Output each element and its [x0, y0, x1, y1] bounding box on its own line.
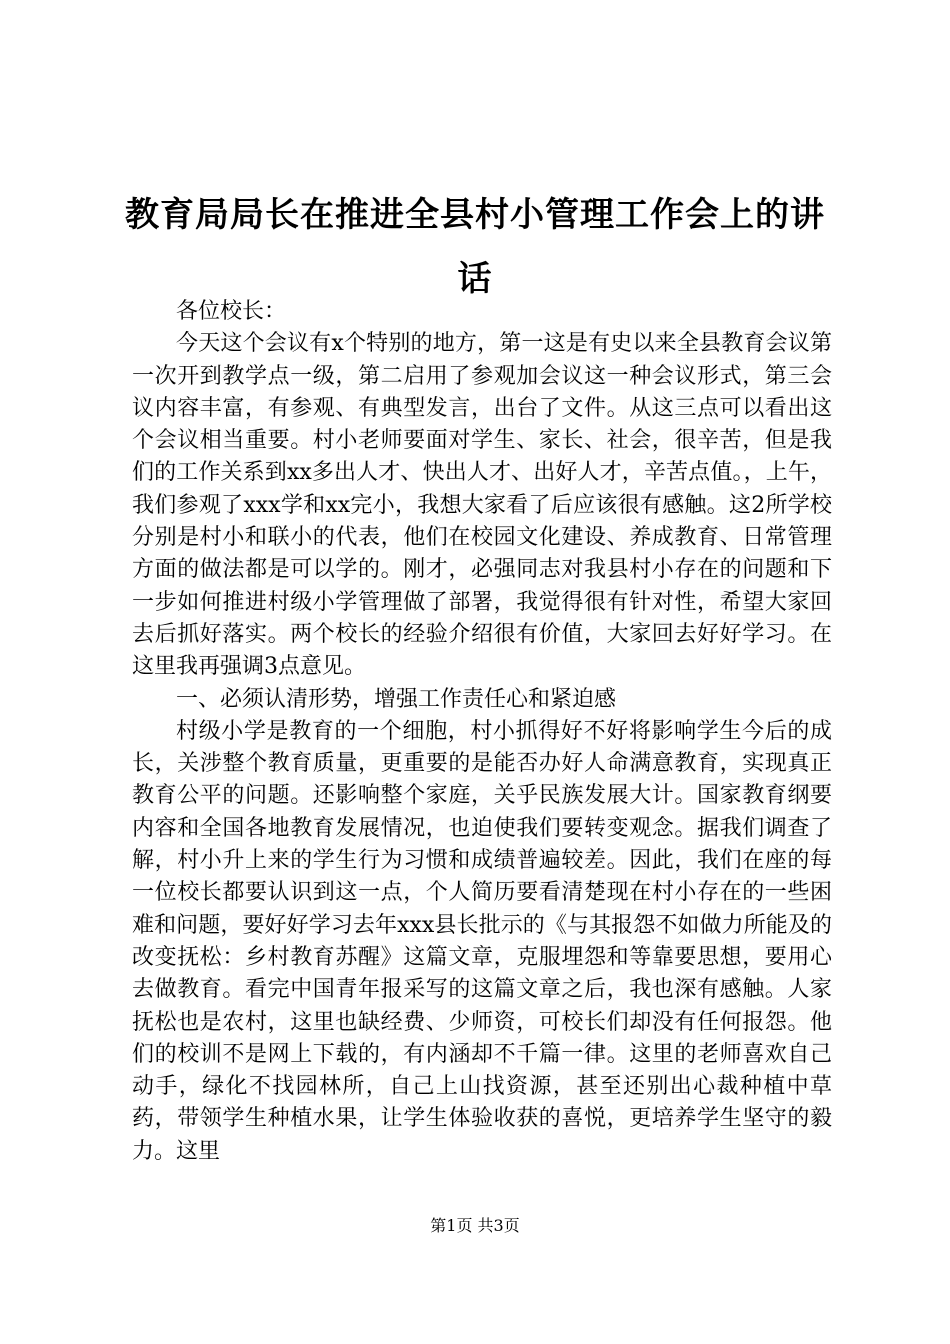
body-paragraph: 今天这个会议有x个特别的地方，第一这是有史以来全县教育会议第一次开到教学点一级，第二启用了参观加会议这一种会议形式，第三会议内容丰富，有参观、有典型发言，出台了文件。从这三点可以看出这个会议相当重要。村小老师要面对学生、家长、社会，很辛苦，但是我们的工作关系到xx多出人才、快出人才、出好人才，辛苦点值。，上午，我们参观了xxx学和xx完小，我想大家看了后应该很有感触。这2所学校分别是村小和联小的代表，他们在校园文化建设、养成教育、日常管理方面的做法都是可以学的。刚才，必强同志对我县村小存在的问题和下一步如何推进村级小学管理做了部署，我觉得很有针对性，希望大家回去后抓好落实。两个校长的经验介绍很有价值，大家回去好好学习。在这里我再强调3点意见。 [132, 331, 832, 680]
document-body [132, 296, 832, 1168]
body-paragraph: 村级小学是教育的一个细胞，村小抓得好不好将影响学生今后的成长，关涉整个教育质量，更重要的是能否办好人命满意教育，实现真正教育公平的问题。还影响整个家庭，关乎民族发展大计。国家教育纲要内容和全国各地教育发展情况，也迫使我们要转变观念。据我们调查了解，村小升上来的学生行为习惯和成绩普遍较差。因此，我们在座的每一位校长都要认识到这一点，个人简历要看清楚现在村小存在的一些困难和问题，要好好学习去年xxx县长批示的《与其报怨不如做力所能及的改变抚松：乡村教育苏醒》这篇文章，克服埋怨和等靠要思想，要用心去做教育。看完中国青年报采写的这篇文章之后，我也深有感触。人家抚松也是农村，这里也缺经费、少师资，可校长们却没有任何报怨。他们的校训不是网上下载的，有内涵却不千篇一律。这里的老师喜欢自己动手，绿化不找园林所，自己上山找资源，甚至还别出心裁种植中草药，带领学生种植水果，让学生体验收获的喜悦，更培养学生坚守的毅力。这里 [132, 718, 832, 1164]
title-line-1: 教育局局长在推进全县村小管理工作会上的讲 [125, 194, 825, 235]
salutation: 各位校长： [176, 299, 287, 324]
document-title [118, 183, 832, 311]
title-line-2: 话 [457, 258, 493, 299]
page-footer: 第1页 共3页 [430, 1216, 520, 1235]
section-heading: 一、必须认清形势，增强工作责任心和紧迫感 [176, 686, 617, 712]
